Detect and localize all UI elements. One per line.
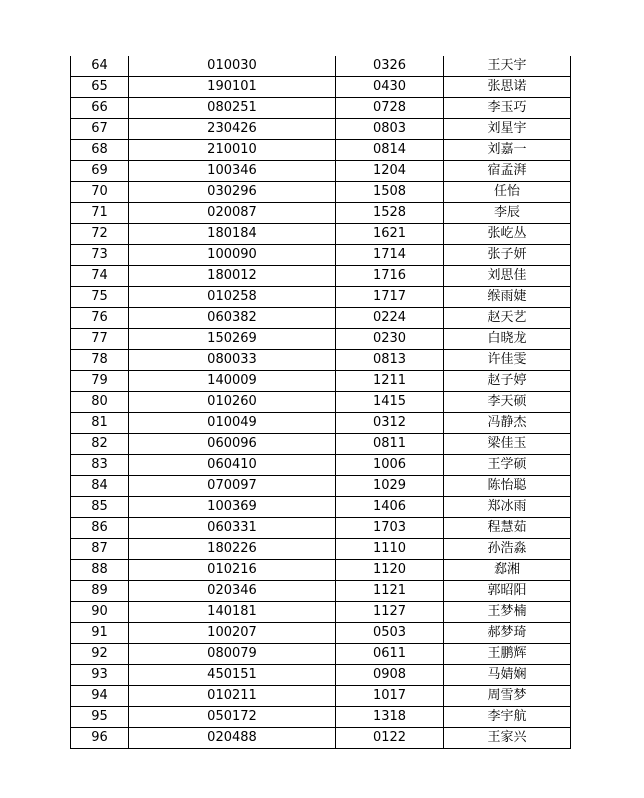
- table-row: [71, 224, 571, 245]
- row-index-cell: 87: [71, 539, 129, 560]
- table-row: [71, 203, 571, 224]
- row-name-cell: 李玉巧: [444, 98, 571, 119]
- row-index-cell: 90: [71, 602, 129, 623]
- table-row: [71, 287, 571, 308]
- row-number-cell: 0813: [336, 350, 444, 371]
- row-index-cell: 78: [71, 350, 129, 371]
- row-code-cell: 060410: [129, 455, 336, 476]
- row-name-cell: 许佳雯: [444, 350, 571, 371]
- row-number-cell: 0230: [336, 329, 444, 350]
- table-row: [71, 707, 571, 728]
- row-name-cell: 任怡: [444, 182, 571, 203]
- row-index-cell: 88: [71, 560, 129, 581]
- table-row: [71, 266, 571, 287]
- table-row: [71, 728, 571, 749]
- row-index-cell: 84: [71, 476, 129, 497]
- table-row: [71, 182, 571, 203]
- row-index-cell: 70: [71, 182, 129, 203]
- row-index-cell: 65: [71, 77, 129, 98]
- row-code-cell: 150269: [129, 329, 336, 350]
- table-row: [71, 98, 571, 119]
- row-number-cell: 0908: [336, 665, 444, 686]
- row-code-cell: 060331: [129, 518, 336, 539]
- row-number-cell: 1006: [336, 455, 444, 476]
- row-name-cell: 冯静杰: [444, 413, 571, 434]
- row-index-cell: 69: [71, 161, 129, 182]
- row-index-cell: 72: [71, 224, 129, 245]
- table-row: [71, 518, 571, 539]
- row-code-cell: 010211: [129, 686, 336, 707]
- row-number-cell: 1110: [336, 539, 444, 560]
- row-name-cell: 宿孟湃: [444, 161, 571, 182]
- row-name-cell: 李辰: [444, 203, 571, 224]
- row-number-cell: 0503: [336, 623, 444, 644]
- row-number-cell: 1621: [336, 224, 444, 245]
- row-name-cell: 孙浩淼: [444, 539, 571, 560]
- row-number-cell: 1318: [336, 707, 444, 728]
- row-code-cell: 080251: [129, 98, 336, 119]
- table-row: [71, 434, 571, 455]
- row-code-cell: 020087: [129, 203, 336, 224]
- table-row: [71, 329, 571, 350]
- roster-table: [70, 56, 571, 749]
- row-number-cell: 1508: [336, 182, 444, 203]
- row-code-cell: 180184: [129, 224, 336, 245]
- row-number-cell: 0728: [336, 98, 444, 119]
- row-code-cell: 070097: [129, 476, 336, 497]
- row-index-cell: 85: [71, 497, 129, 518]
- table-row: [71, 686, 571, 707]
- row-code-cell: 100090: [129, 245, 336, 266]
- row-code-cell: 060096: [129, 434, 336, 455]
- row-number-cell: 1127: [336, 602, 444, 623]
- row-code-cell: 230426: [129, 119, 336, 140]
- row-index-cell: 92: [71, 644, 129, 665]
- row-name-cell: 赵子婷: [444, 371, 571, 392]
- row-name-cell: 赵天艺: [444, 308, 571, 329]
- table-row: [71, 245, 571, 266]
- row-code-cell: 100207: [129, 623, 336, 644]
- row-name-cell: 郝梦琦: [444, 623, 571, 644]
- row-name-cell: 梁佳玉: [444, 434, 571, 455]
- row-code-cell: 020488: [129, 728, 336, 749]
- row-number-cell: 1121: [336, 581, 444, 602]
- row-code-cell: 140009: [129, 371, 336, 392]
- table-row: [71, 665, 571, 686]
- row-name-cell: 陈怡聪: [444, 476, 571, 497]
- row-code-cell: 010260: [129, 392, 336, 413]
- row-code-cell: 100369: [129, 497, 336, 518]
- row-index-cell: 93: [71, 665, 129, 686]
- row-code-cell: 210010: [129, 140, 336, 161]
- row-index-cell: 95: [71, 707, 129, 728]
- row-index-cell: 66: [71, 98, 129, 119]
- row-number-cell: 1528: [336, 203, 444, 224]
- row-code-cell: 010258: [129, 287, 336, 308]
- row-index-cell: 71: [71, 203, 129, 224]
- row-number-cell: 0803: [336, 119, 444, 140]
- table-row: [71, 455, 571, 476]
- row-name-cell: 郄湘: [444, 560, 571, 581]
- row-index-cell: 67: [71, 119, 129, 140]
- row-code-cell: 190101: [129, 77, 336, 98]
- row-index-cell: 83: [71, 455, 129, 476]
- row-name-cell: 周雪梦: [444, 686, 571, 707]
- row-number-cell: 1029: [336, 476, 444, 497]
- row-index-cell: 77: [71, 329, 129, 350]
- row-code-cell: 140181: [129, 602, 336, 623]
- row-name-cell: 刘星宇: [444, 119, 571, 140]
- row-number-cell: 1714: [336, 245, 444, 266]
- table-row: [71, 497, 571, 518]
- row-code-cell: 080033: [129, 350, 336, 371]
- row-number-cell: 1120: [336, 560, 444, 581]
- table-row: [71, 644, 571, 665]
- row-code-cell: 060382: [129, 308, 336, 329]
- row-index-cell: 89: [71, 581, 129, 602]
- table-row: [71, 140, 571, 161]
- row-name-cell: 张子妍: [444, 245, 571, 266]
- row-name-cell: 程慧茹: [444, 518, 571, 539]
- row-name-cell: 郭昭阳: [444, 581, 571, 602]
- roster-table-body: [71, 56, 571, 749]
- table-row: [71, 392, 571, 413]
- row-code-cell: 180226: [129, 539, 336, 560]
- row-name-cell: 张屹丛: [444, 224, 571, 245]
- row-name-cell: 李天硕: [444, 392, 571, 413]
- row-code-cell: 100346: [129, 161, 336, 182]
- row-name-cell: 缑雨婕: [444, 287, 571, 308]
- row-code-cell: 030296: [129, 182, 336, 203]
- row-index-cell: 81: [71, 413, 129, 434]
- row-index-cell: 68: [71, 140, 129, 161]
- row-number-cell: 0814: [336, 140, 444, 161]
- row-number-cell: 1211: [336, 371, 444, 392]
- table-row: [71, 119, 571, 140]
- table-row: [71, 77, 571, 98]
- row-number-cell: 0326: [336, 56, 444, 77]
- row-code-cell: 010216: [129, 560, 336, 581]
- row-name-cell: 王梦楠: [444, 602, 571, 623]
- row-number-cell: 1415: [336, 392, 444, 413]
- row-name-cell: 白晓龙: [444, 329, 571, 350]
- table-row: [71, 161, 571, 182]
- row-number-cell: 1406: [336, 497, 444, 518]
- row-name-cell: 张思诺: [444, 77, 571, 98]
- row-code-cell: 450151: [129, 665, 336, 686]
- row-index-cell: 74: [71, 266, 129, 287]
- row-code-cell: 050172: [129, 707, 336, 728]
- row-name-cell: 王家兴: [444, 728, 571, 749]
- table-row: [71, 623, 571, 644]
- row-number-cell: 1716: [336, 266, 444, 287]
- row-name-cell: 王学硕: [444, 455, 571, 476]
- row-name-cell: 刘嘉一: [444, 140, 571, 161]
- row-index-cell: 86: [71, 518, 129, 539]
- row-number-cell: 0811: [336, 434, 444, 455]
- row-name-cell: 王鹏辉: [444, 644, 571, 665]
- row-name-cell: 李宇航: [444, 707, 571, 728]
- row-code-cell: 010049: [129, 413, 336, 434]
- row-number-cell: 1717: [336, 287, 444, 308]
- row-code-cell: 180012: [129, 266, 336, 287]
- row-number-cell: 1703: [336, 518, 444, 539]
- row-number-cell: 0224: [336, 308, 444, 329]
- row-number-cell: 0312: [336, 413, 444, 434]
- row-index-cell: 76: [71, 308, 129, 329]
- row-name-cell: 郑冰雨: [444, 497, 571, 518]
- row-index-cell: 91: [71, 623, 129, 644]
- row-code-cell: 080079: [129, 644, 336, 665]
- row-index-cell: 94: [71, 686, 129, 707]
- table-row: [71, 413, 571, 434]
- table-row: [71, 56, 571, 77]
- row-name-cell: 王天宇: [444, 56, 571, 77]
- row-code-cell: 020346: [129, 581, 336, 602]
- row-name-cell: 刘思佳: [444, 266, 571, 287]
- row-number-cell: 0430: [336, 77, 444, 98]
- row-index-cell: 64: [71, 56, 129, 77]
- row-number-cell: 0122: [336, 728, 444, 749]
- row-index-cell: 75: [71, 287, 129, 308]
- row-index-cell: 96: [71, 728, 129, 749]
- row-index-cell: 80: [71, 392, 129, 413]
- row-index-cell: 73: [71, 245, 129, 266]
- table-row: [71, 476, 571, 497]
- row-index-cell: 82: [71, 434, 129, 455]
- row-number-cell: 1017: [336, 686, 444, 707]
- table-row: [71, 560, 571, 581]
- table-row: [71, 308, 571, 329]
- table-row: [71, 581, 571, 602]
- row-code-cell: 010030: [129, 56, 336, 77]
- table-row: [71, 539, 571, 560]
- row-index-cell: 79: [71, 371, 129, 392]
- table-row: [71, 602, 571, 623]
- table-row: [71, 371, 571, 392]
- row-number-cell: 0611: [336, 644, 444, 665]
- row-number-cell: 1204: [336, 161, 444, 182]
- row-name-cell: 马婧娴: [444, 665, 571, 686]
- table-row: [71, 350, 571, 371]
